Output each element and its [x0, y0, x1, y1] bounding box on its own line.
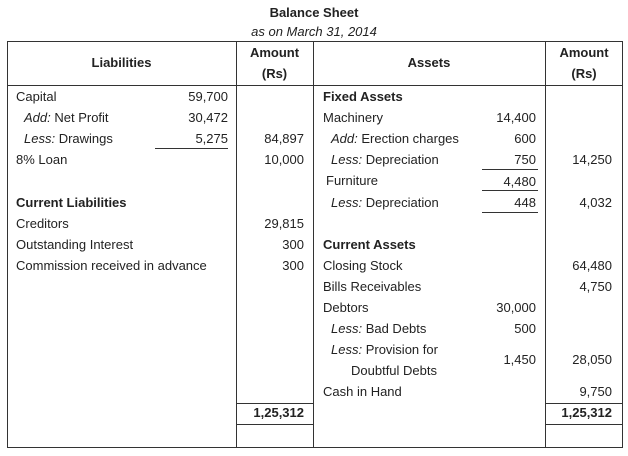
header-divider	[7, 85, 623, 86]
bad-debts-label: Less: Bad Debts	[331, 321, 427, 336]
bad-debts-value: 500	[514, 321, 536, 336]
drawings-label: Less: Drawings	[24, 131, 113, 146]
net-profit-value: 30,472	[188, 110, 228, 125]
furniture-subtotal-rule	[482, 212, 538, 213]
provision-label: Less: Provision for	[331, 342, 438, 357]
machinery-total: 14,250	[572, 152, 612, 167]
net-profit-label: Add: Net Profit	[24, 110, 109, 125]
liabilities-total-bottom-rule	[236, 424, 313, 425]
erection-label: Add: Erection charges	[331, 131, 459, 146]
furniture-label: Furniture	[326, 173, 379, 188]
capital-total: 84,897	[264, 131, 304, 146]
debtors-total: 28,050	[572, 352, 612, 367]
provision-value: 1,450	[503, 352, 536, 367]
cash-label: Cash in Hand	[323, 384, 402, 399]
closing-stock-total: 64,480	[572, 258, 612, 273]
drawings-value: 5,275	[195, 131, 228, 146]
outstanding-interest-total: 300	[282, 237, 304, 252]
capital-label: Capital	[16, 89, 57, 104]
commission-label: Commission received in advance	[16, 258, 207, 273]
commission-total: 300	[282, 258, 304, 273]
bills-total: 4,750	[579, 279, 612, 294]
loan-total: 10,000	[264, 152, 304, 167]
machinery-label: Machinery	[323, 110, 383, 125]
page-subtitle: as on March 31, 2014	[251, 24, 377, 39]
debtors-label: Debtors	[323, 300, 369, 315]
erection-value: 600	[514, 131, 536, 146]
creditors-label: Creditors	[16, 216, 69, 231]
assets-grand-total: 1,25,312	[561, 405, 612, 420]
col-divider-2	[313, 41, 314, 448]
assets-total-bottom-rule	[545, 424, 623, 425]
machinery-dep-label: Less: Depreciation	[331, 152, 439, 167]
cash-total: 9,750	[579, 384, 612, 399]
liabilities-grand-total: 1,25,312	[253, 405, 304, 420]
bills-label: Bills Receivables	[323, 279, 422, 294]
capital-subtotal-rule	[155, 148, 228, 149]
furniture-dep-label: Less: Depreciation	[331, 195, 439, 210]
capital-value: 59,700	[188, 89, 228, 104]
header-amount-left-unit: (Rs)	[261, 66, 288, 81]
creditors-total: 29,815	[264, 216, 304, 231]
provision-label-line2: Doubtful Debts	[351, 363, 437, 378]
machinery-value: 14,400	[496, 110, 536, 125]
page-title: Balance Sheet	[269, 5, 359, 20]
closing-stock-label: Closing Stock	[323, 258, 403, 273]
furniture-value-rule	[482, 190, 538, 191]
machinery-dep-value: 750	[514, 152, 536, 167]
furniture-value: 4,480	[503, 174, 536, 189]
debtors-value: 30,000	[496, 300, 536, 315]
furniture-dep-value: 448	[514, 195, 536, 210]
outstanding-interest-label: Outstanding Interest	[16, 237, 134, 252]
assets-total-top-rule	[545, 403, 623, 404]
furniture-total: 4,032	[579, 195, 612, 210]
current-liabilities-heading: Current Liabilities	[16, 195, 127, 210]
header-amount-right-unit: (Rs)	[571, 66, 597, 81]
header-assets: Assets	[407, 55, 451, 70]
header-amount-left: Amount	[249, 45, 300, 60]
header-liabilities: Liabilities	[91, 55, 152, 70]
current-assets-heading: Current Assets	[323, 237, 416, 252]
machinery-subtotal-rule	[482, 169, 538, 170]
fixed-assets-heading: Fixed Assets	[323, 89, 403, 104]
loan-label: 8% Loan	[16, 152, 68, 167]
header-amount-right: Amount	[559, 45, 609, 60]
liabilities-total-top-rule	[236, 403, 313, 404]
